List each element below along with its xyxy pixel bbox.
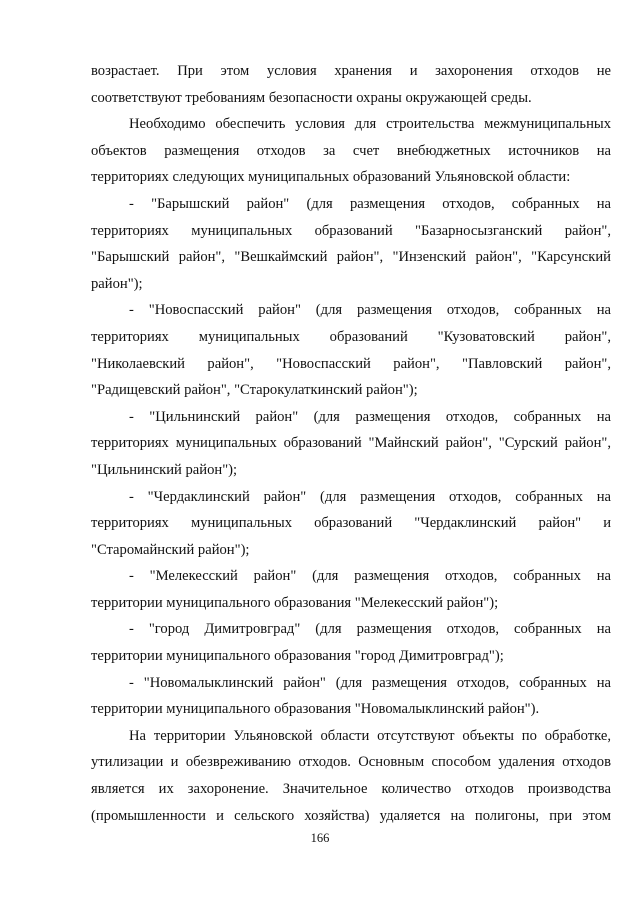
text-line: - "Новоспасский район" (для размещения отходов, собранных на [129,302,611,319]
text-line: территориях следующих муниципальных образований Ульяновской области: [91,169,571,186]
text-line: Необходимо обеспечить условия для строительства межмуниципальных [129,116,611,133]
text-line: (промышленности и сельского хозяйства) удаляется на полигоны, при этом [91,807,611,824]
text-line: объектов размещения отходов за счет внебюджетных источников на [91,142,611,159]
text-line: утилизации и обезвреживанию отходов. Основным способом удаления отходов [91,754,611,771]
text-line: возрастает. При этом условия хранения и захоронения отходов не [91,63,611,79]
text-line: - "Мелекесский район" (для размещения отходов, собранных на [129,568,611,585]
text-line: территории муниципального образования "город Димитровград"); [91,648,504,665]
page-number: 166 [310,831,330,845]
text-line: соответствуют требованиям безопасности охраны окружающей среды. [91,89,532,106]
document-body [91,58,611,829]
text-line: - "Цильнинский район" (для размещения отходов, собранных на [129,408,611,425]
text-line: территориях муниципальных образований "Чердаклинский район" и [91,515,611,532]
text-line: "Николаевский район", "Новоспасский район", "Павловский район", [91,355,611,372]
text-line: территории муниципального образования "Мелекесский район"); [91,594,499,611]
text-line: "Цильнинский район"); [91,461,238,478]
text-line: "Старомайнский район"); [91,541,250,558]
text-line: является их захоронение. Значительное количество отходов производства [91,781,611,798]
text-line: район"); [91,275,143,292]
text-line: На территории Ульяновской области отсутствуют объекты по обработке, [129,727,611,744]
text-line: территории муниципального образования "Новомалыклинский район"). [91,701,540,718]
text-line: территориях муниципальных образований "Кузоватовский район", [91,328,611,345]
text-line: - "Чердаклинский район" (для размещения отходов, собранных на [129,488,611,505]
text-line: территориях муниципальных образований "Майнский район", "Сурский район", [91,435,611,452]
text-line: "Барышский район", "Вешкаймский район", "Инзенский район", "Карсунский [91,249,611,266]
text-line: территориях муниципальных образований "Базарносызганский район", [91,222,611,239]
text-line: - "Новомалыклинский район" (для размещения отходов, собранных на [129,674,611,691]
text-line: - "город Димитровград" (для размещения отходов, собранных на [129,621,611,638]
text-line: - "Барышский район" (для размещения отходов, собранных на [129,195,611,212]
text-line: "Радищевский район", "Старокулаткинский район"); [91,382,418,399]
